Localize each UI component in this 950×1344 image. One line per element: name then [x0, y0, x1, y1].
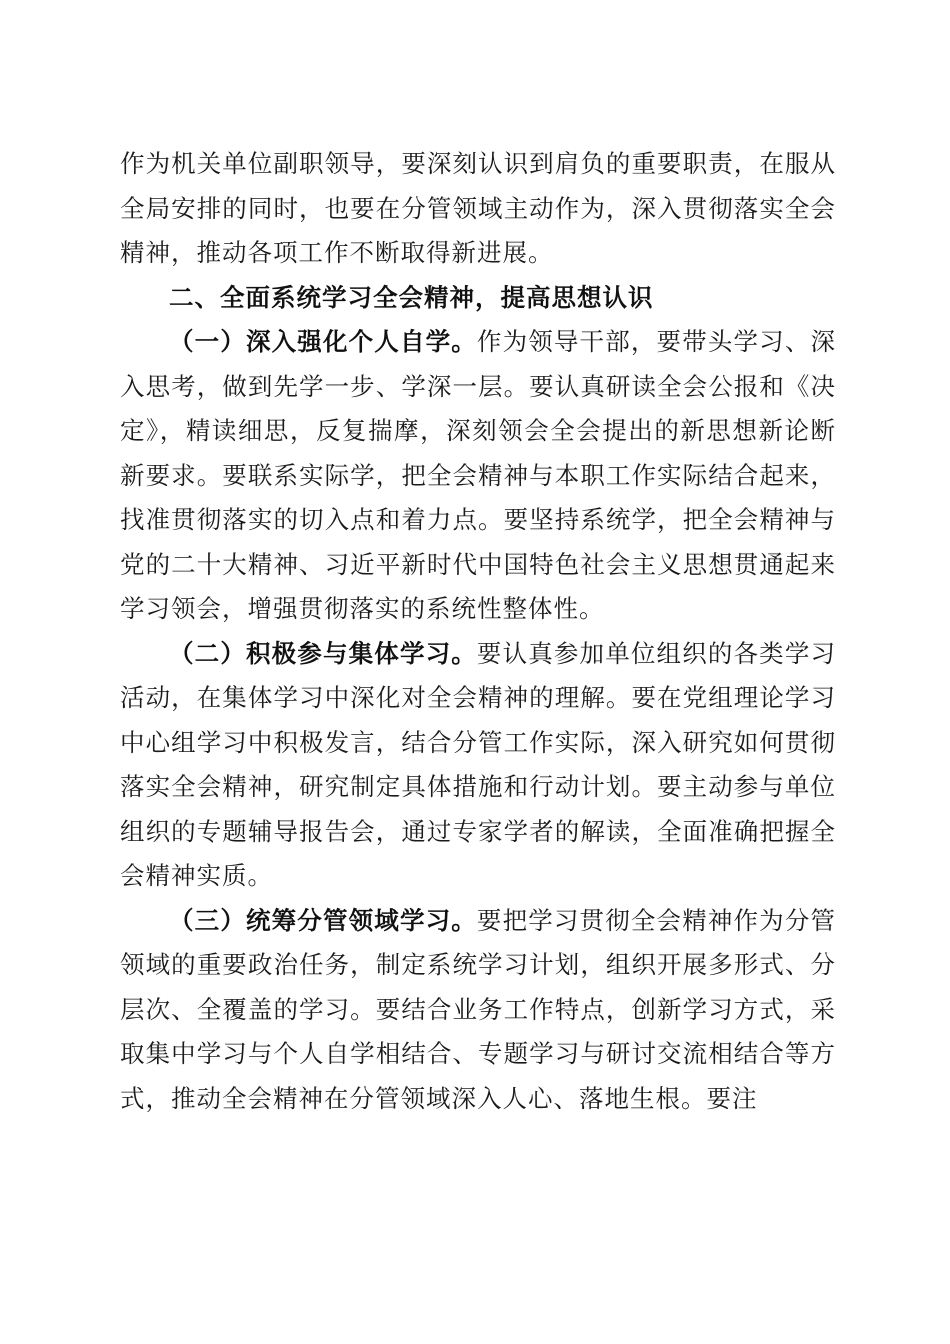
item-lead-3: （三）统筹分管领域学习。: [169, 905, 477, 935]
paragraph-continuation: 作为机关单位副职领导，要深刻认识到肩负的重要职责，在服从全局安排的同时，也要在分管领域主动作为，深入贯彻落实全会精神，推动各项工作不断取得新进展。: [120, 149, 836, 267]
section-heading: 二、全面系统学习全会精神，提高思想认识: [169, 282, 654, 312]
item-paragraph-1: [120, 320, 836, 632]
item-body-1: 作为领导干部，要带头学习、深入思考，做到先学一步、学深一层。要认真研读全会公报和《决定》，精读细思，反复揣摩，深刻领会全会提出的新思想新论断新要求。要联系实际学，把全会精神与本职工作实际结合起来，找准贯彻落实的切入点和着力点。要坚持系统学，把全会精神与党的二十大精神、习近平新时代中国特色社会主义思想贯通起来学习领会，增强贯彻落实的系统性整体性。: [120, 327, 837, 623]
item-lead-1: （一）深入强化个人自学。: [169, 327, 477, 356]
document-body: [120, 142, 836, 1121]
item-paragraph-3: [120, 899, 836, 1122]
item-lead-2: （二）积极参与集体学习。: [169, 638, 477, 668]
item-body-2: 要认真参加单位组织的各类学习活动，在集体学习中深化对全会精神的理解。要在党组理论学习中心组学习中积极发言，结合分管工作实际，深入研究如何贯彻落实全会精神，研究制定具体措施和行动计划。要主动参与单位组织的专题辅导报告会，通过专家学者的解读，全面准确把握全会精神实质。: [120, 638, 837, 890]
item-body-3: 要把学习贯彻全会精神作为分管领域的重要政治任务，制定系统学习计划，组织开展多形式、分层次、全覆盖的学习。要结合业务工作特点，创新学习方式，采取集中学习与个人自学相结合、专题学习与研讨交流相结合等方式，推动全会精神在分管领域深入人心、落地生根。要注: [120, 905, 837, 1113]
item-paragraph-2: [120, 632, 836, 899]
